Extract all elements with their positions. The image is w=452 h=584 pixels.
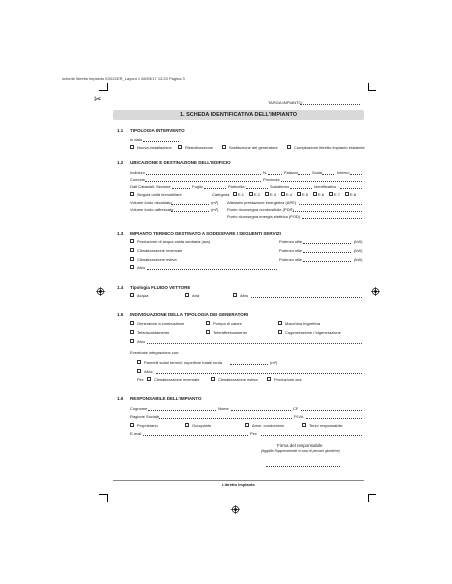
footer-text: Libretto impianto bbox=[222, 482, 255, 487]
altro-servizio-field[interactable] bbox=[147, 269, 277, 270]
servizio-label: Climatizzazione estiva bbox=[137, 257, 177, 262]
checkbox-pompa-calore[interactable] bbox=[206, 321, 210, 325]
per-label: Per: bbox=[137, 377, 145, 382]
pod-field[interactable] bbox=[302, 218, 362, 219]
role-label: Terzo responsabile bbox=[309, 423, 343, 428]
nome-field[interactable] bbox=[231, 410, 291, 411]
email-field[interactable] bbox=[143, 435, 248, 436]
role-label: Occupante bbox=[192, 423, 212, 428]
m2-label: (m²) bbox=[270, 360, 278, 365]
palazzo-label: Palazzo bbox=[284, 170, 299, 175]
pec-label: Pec bbox=[250, 431, 257, 436]
checkbox-nuova-installazione[interactable] bbox=[130, 145, 134, 149]
firma-field[interactable] bbox=[266, 466, 340, 467]
pannelli-label: Pannelli solari termici: superficie totale lorda bbox=[144, 360, 223, 365]
provincia-label: Provincia bbox=[263, 177, 280, 182]
servizio-label: Climatizzazione invernale bbox=[137, 248, 183, 253]
fluido-label: Altro bbox=[240, 293, 249, 298]
foglio-field[interactable] bbox=[204, 188, 226, 189]
checkbox-teleriscaldamento[interactable] bbox=[130, 330, 134, 334]
crop-mark bbox=[107, 494, 108, 502]
checkbox-compilazione-libretto[interactable] bbox=[287, 145, 291, 149]
interno-label: Interno bbox=[337, 170, 350, 175]
checkbox-acqua[interactable] bbox=[130, 293, 134, 297]
per-item-label: Climatizzazione estiva bbox=[218, 377, 258, 382]
kw-label: (kW) bbox=[354, 257, 363, 262]
checkbox-altro-generatore[interactable] bbox=[130, 339, 134, 343]
section-title: IMPIANTO TERMICO DESTINATO A SODDISFARE I SEGUENTI SERVIZI bbox=[130, 231, 281, 236]
scissors-icon: ✂ bbox=[94, 94, 102, 104]
section-number: 1.6 bbox=[117, 396, 124, 401]
checkbox-per-invernale[interactable] bbox=[147, 377, 151, 381]
targa-field[interactable] bbox=[300, 104, 360, 105]
potenza-invernale-field[interactable] bbox=[303, 252, 351, 253]
checkbox-pannelli-solari[interactable] bbox=[137, 360, 141, 364]
registration-mark-icon bbox=[371, 287, 380, 296]
section-title: INDIVIDUAZIONE DELLA TIPOLOGIA DEI GENERATORI bbox=[130, 312, 249, 317]
generatore-label: Teleriscaldamento bbox=[137, 330, 170, 335]
cat-label: E.4 bbox=[286, 192, 293, 197]
checkbox-occupante[interactable] bbox=[185, 423, 189, 427]
page-title: 1. SCHEDA IDENTIFICATIVA DELL'IMPIANTO bbox=[179, 111, 297, 118]
pannelli-superficie-field[interactable] bbox=[230, 364, 268, 365]
checkbox-sostituzione-generatore[interactable] bbox=[222, 145, 226, 149]
generatore-label: Altro bbox=[137, 339, 146, 344]
attestato-label: Attestato prestazione energetica (APE) bbox=[227, 200, 297, 205]
fluido-label: Acqua bbox=[137, 293, 149, 298]
section-number: 1.3 bbox=[117, 231, 124, 236]
vol-risc-field[interactable] bbox=[171, 204, 209, 205]
vol-raff-label: Volume lordo raffrescato bbox=[130, 207, 174, 212]
identificativo-field[interactable] bbox=[340, 188, 362, 189]
scala-field[interactable] bbox=[322, 174, 334, 175]
vol-raff-field[interactable] bbox=[171, 211, 209, 212]
checkbox-cat-e8[interactable] bbox=[345, 192, 349, 196]
generatore-label: Cogenerazione / trigenerazione bbox=[285, 330, 341, 335]
checkbox-combustione[interactable] bbox=[130, 321, 134, 325]
sezione-field[interactable] bbox=[172, 188, 190, 189]
particella-label: Particella bbox=[228, 184, 245, 189]
piva-field[interactable] bbox=[306, 418, 362, 419]
palazzo-field[interactable] bbox=[298, 174, 310, 175]
checkbox-macchina-frigorifera[interactable] bbox=[278, 321, 282, 325]
ragione-field[interactable] bbox=[159, 418, 292, 419]
section-title: TIPOLOGIA INTERVENTO bbox=[130, 128, 185, 133]
pec-field[interactable] bbox=[261, 435, 362, 436]
piva-label: P.IVA bbox=[294, 414, 304, 419]
role-label: Amm. condominio bbox=[252, 423, 285, 428]
checkbox-ristrutturazione[interactable] bbox=[178, 145, 182, 149]
pod-label: Punto riconsegna energia elettrica (POD) bbox=[227, 214, 301, 219]
checkbox-aria[interactable] bbox=[185, 293, 189, 297]
checkbox-proprietario[interactable] bbox=[130, 423, 134, 427]
unit-label: (m³) bbox=[211, 200, 219, 205]
cf-field[interactable] bbox=[301, 410, 362, 411]
altro-fluido-field[interactable] bbox=[251, 297, 362, 298]
subalterno-field[interactable] bbox=[290, 188, 312, 189]
checkbox-cat-e3[interactable] bbox=[265, 192, 269, 196]
cf-label: CF bbox=[293, 406, 299, 411]
identificativo-label: Identificativo bbox=[314, 184, 337, 189]
categoria-label: Categoria bbox=[212, 192, 230, 197]
checkbox-terzo-responsabile[interactable] bbox=[302, 423, 306, 427]
cat-label: E.6 bbox=[318, 192, 325, 197]
cat-label: E.2 bbox=[254, 192, 261, 197]
section-number: 1.5 bbox=[117, 312, 124, 317]
targa-label: TARGA IMPIANTO: bbox=[268, 100, 303, 105]
servizio-label: Altro bbox=[137, 265, 146, 270]
checkbox-clima-invernale[interactable] bbox=[130, 248, 134, 252]
section-title: UBICAZIONE E DESTINAZIONE DELL'EDIFICIO bbox=[130, 160, 231, 165]
crop-mark bbox=[368, 494, 369, 502]
option-label: Compilazione libretto impianto esistente bbox=[294, 145, 365, 150]
cat-label: E.8 bbox=[350, 192, 357, 197]
integrazione-label: Eventuale integrazione con: bbox=[130, 350, 180, 355]
checkbox-cat-e7[interactable] bbox=[329, 192, 333, 196]
subalterno-label: Subalterno bbox=[270, 184, 290, 189]
checkbox-teleraffrescamento[interactable] bbox=[206, 330, 210, 334]
checkbox-cat-e5[interactable] bbox=[297, 192, 301, 196]
per-item-label: Climatizzazione invernale bbox=[154, 377, 200, 382]
altro-integrazione-field[interactable] bbox=[156, 373, 362, 374]
checkbox-cat-e6[interactable] bbox=[313, 192, 317, 196]
foglio-label: Foglio bbox=[192, 184, 203, 189]
firma-label: Firma del responsabile bbox=[277, 443, 323, 448]
section-number: 1.1 bbox=[117, 128, 124, 133]
cat-label: E.1 bbox=[238, 192, 245, 197]
potenza-acs-field[interactable] bbox=[303, 243, 351, 244]
checkbox-per-estiva[interactable] bbox=[211, 377, 215, 381]
checkbox-cat-e4[interactable] bbox=[281, 192, 285, 196]
potenza-label: Potenza utile bbox=[279, 239, 303, 244]
generatore-label: Macchina frigorifera bbox=[285, 321, 321, 326]
checkbox-cogenerazione[interactable] bbox=[278, 330, 282, 334]
fluido-label: Aria bbox=[192, 293, 200, 298]
crop-mark bbox=[368, 494, 376, 495]
potenza-label: Potenza utile bbox=[279, 248, 303, 253]
potenza-label: Potenza utile bbox=[279, 257, 303, 262]
potenza-estiva-field[interactable] bbox=[303, 261, 351, 262]
indirizzo-label: Indirizzo bbox=[130, 170, 145, 175]
registration-mark-icon bbox=[231, 505, 240, 514]
crop-mark bbox=[107, 83, 108, 91]
scala-label: Scala bbox=[312, 170, 323, 175]
pdr-field[interactable] bbox=[293, 211, 362, 212]
option-label: Nuova installazione bbox=[137, 145, 172, 150]
comune-field[interactable] bbox=[145, 181, 261, 182]
kw-label: (kW) bbox=[354, 239, 363, 244]
checkbox-per-acs[interactable] bbox=[267, 377, 271, 381]
unit-label: (m³) bbox=[211, 207, 219, 212]
generatore-label: Teleraffrescamento bbox=[213, 330, 247, 335]
checkbox-clima-estiva[interactable] bbox=[130, 257, 134, 261]
section-title: RESPONSABILE DELL'IMPIANTO bbox=[130, 396, 202, 401]
checkbox-cat-e1[interactable] bbox=[233, 192, 237, 196]
singola-label: Singola unità immobiliare bbox=[137, 192, 182, 197]
altro-generatore-field[interactable] bbox=[147, 343, 362, 344]
catastali-label: Dati Catastali: Sezione bbox=[130, 184, 171, 189]
firma-note: (leggibile Rappresentante in caso di persone giuridiche) bbox=[261, 449, 340, 453]
crop-mark bbox=[368, 90, 376, 91]
slug-text: schede libretto impianto E2621ER_Layout 1 08/03/17 12:20 Pagina 3 bbox=[62, 76, 185, 81]
checkbox-altro-fluido[interactable] bbox=[233, 293, 237, 297]
cognome-field[interactable] bbox=[148, 410, 216, 411]
checkbox-altro-integrazione[interactable] bbox=[137, 369, 141, 373]
generatore-label: Generatore a combustione bbox=[137, 321, 185, 326]
comune-label: Comune bbox=[130, 177, 146, 182]
checkbox-cat-e2[interactable] bbox=[249, 192, 253, 196]
section-number: 1.2 bbox=[117, 160, 124, 165]
pdr-label: Punto riconsegna combustibile (PDR) bbox=[227, 207, 294, 212]
kw-label: (kW) bbox=[354, 248, 363, 253]
crop-mark bbox=[99, 494, 107, 495]
ragione-label: Ragione Sociale bbox=[130, 414, 160, 419]
generatore-label: Pompa di calore bbox=[213, 321, 242, 326]
footer-divider bbox=[113, 480, 364, 481]
role-label: Proprietario bbox=[137, 423, 158, 428]
per-item-label: Produzione acs bbox=[274, 377, 302, 382]
vol-risc-label: Volume lordo riscaldato bbox=[130, 200, 172, 205]
checkbox-amm-condominio[interactable] bbox=[245, 423, 249, 427]
numero-field[interactable] bbox=[268, 174, 282, 175]
option-label: Ristrutturazione bbox=[185, 145, 214, 150]
section-title: Tipologia FLUIDO VETTORE bbox=[130, 285, 191, 290]
date-field[interactable] bbox=[143, 141, 179, 142]
registration-mark-icon bbox=[96, 287, 105, 296]
particella-field[interactable] bbox=[246, 188, 268, 189]
crop-mark bbox=[99, 90, 107, 91]
indirizzo-field[interactable] bbox=[146, 174, 261, 175]
cat-label: E.7 bbox=[334, 192, 341, 197]
in-data-label: in data bbox=[130, 137, 143, 142]
option-label: Sostituzione del generatore bbox=[229, 145, 278, 150]
email-label: E-mail bbox=[130, 431, 142, 436]
servizio-label: Produzione di acqua calda sanitaria (acs) bbox=[137, 239, 211, 244]
checkbox-singola-unita[interactable] bbox=[130, 192, 134, 196]
checkbox-altro-servizio[interactable] bbox=[130, 265, 134, 269]
numero-label: N. bbox=[263, 170, 267, 175]
attestato-field[interactable] bbox=[299, 204, 362, 205]
interno-field[interactable] bbox=[350, 174, 362, 175]
nome-label: Nome bbox=[218, 406, 229, 411]
section-number: 1.4 bbox=[117, 285, 124, 290]
cat-label: E.5 bbox=[302, 192, 309, 197]
provincia-field[interactable] bbox=[281, 181, 362, 182]
altro-integrazione-label: Altro: bbox=[144, 369, 154, 374]
cognome-label: Cognome bbox=[130, 406, 148, 411]
checkbox-acs[interactable] bbox=[130, 239, 134, 243]
cat-label: E.3 bbox=[270, 192, 277, 197]
